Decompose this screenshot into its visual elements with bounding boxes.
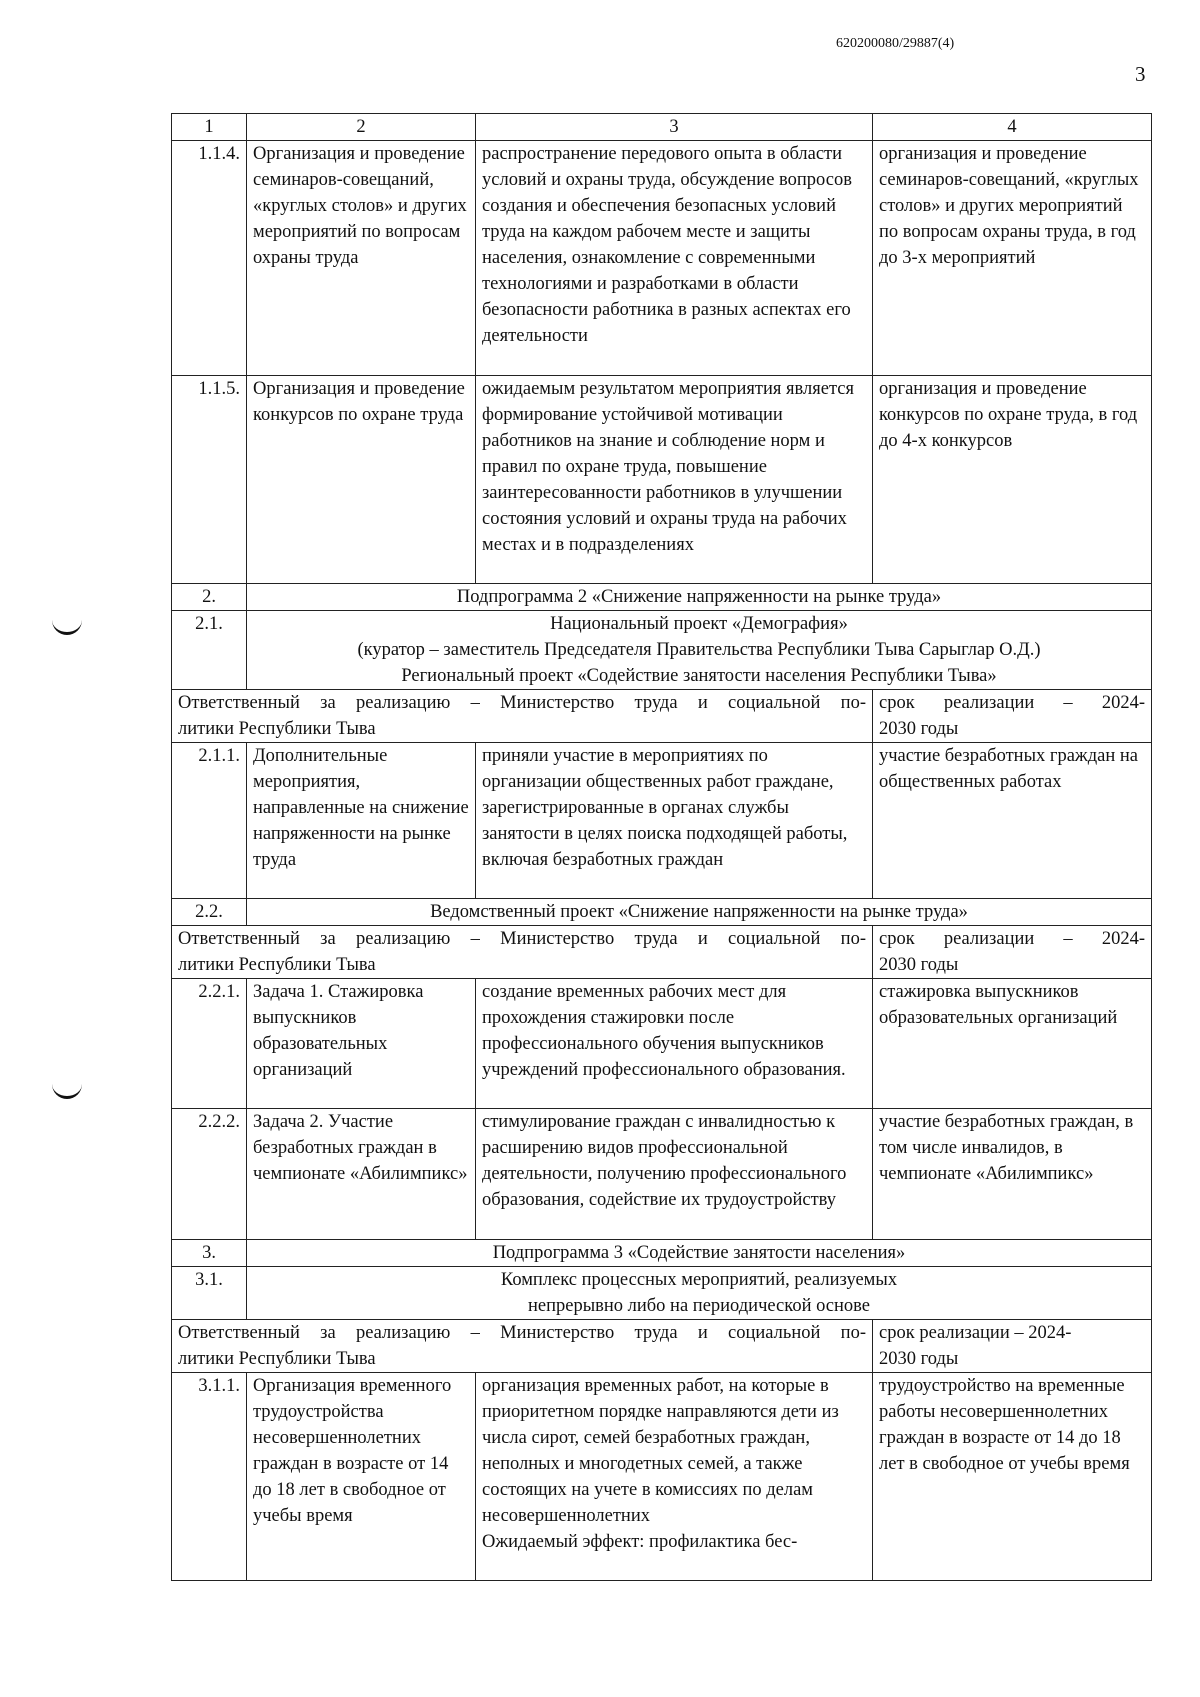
row-number: 3.1.1.: [172, 1373, 247, 1581]
responsible-row: [172, 926, 1152, 979]
page-number: 3: [1135, 62, 1146, 86]
table-row: [172, 1109, 1152, 1240]
row-number: 3.1.: [172, 1267, 247, 1320]
scan-mark-bottom: [52, 1082, 82, 1099]
measure-name: Организация и проведение конкурсов по охране труда: [247, 376, 476, 584]
expected-effect: Ожидаемый эффект: профилактика бес-: [482, 1532, 798, 1552]
responsible-row: [172, 690, 1152, 743]
measure-result: организация и проведение конкурсов по охране труда, в год до 4-х конкурсов: [873, 376, 1152, 584]
table-row: [172, 743, 1152, 899]
measure-name: Задача 1. Стажировка выпускников образовательных организаций: [247, 979, 476, 1109]
row-number: 2.2.: [172, 899, 247, 926]
table-row: [172, 979, 1152, 1109]
row-number: 2.: [172, 584, 247, 611]
measure-description: стимулирование граждан с инвалидностью к расширению видов профессиональной деятельности, получению профессионального образования, содействие их трудоустройству: [476, 1109, 873, 1240]
subprogram-title: Подпрограмма 3 «Содействие занятости населения»: [247, 1240, 1152, 1267]
measure-name: Задача 2. Участие безработных граждан в чемпионате «Абилимпикс»: [247, 1109, 476, 1240]
row-number: 1.1.4.: [172, 141, 247, 376]
row-number: 2.1.: [172, 611, 247, 690]
program-table: [171, 113, 1152, 1581]
responsible-text: Ответственный за реализацию – Министерство труда и социальной по- литики Республики Тыва: [172, 690, 873, 743]
process-complex-title: Комплекс процессных мероприятий, реализуемых непрерывно либо на периодической основе: [247, 1267, 1152, 1320]
responsible-row: [172, 1320, 1152, 1373]
project-row: [172, 611, 1152, 690]
column-number: 4: [873, 114, 1152, 141]
column-number: 3: [476, 114, 873, 141]
project-title-line: Национальный проект «Демография»: [550, 614, 848, 634]
deadline-text: срок реализации – 2024- 2030 годы: [873, 1320, 1152, 1373]
subprogram-row: [172, 584, 1152, 611]
measure-result: трудоустройство на временные работы несовершеннолетних граждан в возрасте от 14 до 18 лет в свободное от учебы время: [873, 1373, 1152, 1581]
measure-name: Организация и проведение семинаров-совещаний, «круглых столов» и других мероприятий по вопросам охраны труда: [247, 141, 476, 376]
document-id: 620200080/29887(4): [836, 36, 955, 51]
process-complex-row: [172, 1267, 1152, 1320]
project-row: [172, 899, 1152, 926]
measure-result: стажировка выпускников образовательных организаций: [873, 979, 1152, 1109]
measure-result: организация и проведение семинаров-совещаний, «круглых столов» и других мероприятий по вопросам охраны труда, в год до 3-х мероприятий: [873, 141, 1152, 376]
column-number: 1: [172, 114, 247, 141]
project-curator-line: (куратор – заместитель Председателя Правительства Республики Тыва Сарыглар О.Д.): [357, 640, 1041, 660]
project-title: Ведомственный проект «Снижение напряженности на рынке труда»: [247, 899, 1152, 926]
row-number: 3.: [172, 1240, 247, 1267]
project-title: [247, 611, 1152, 690]
row-number: 2.2.2.: [172, 1109, 247, 1240]
column-numbers-row: [172, 114, 1152, 141]
responsible-text: Ответственный за реализацию – Министерство труда и социальной по- литики Республики Тыва: [172, 926, 873, 979]
subprogram-row: [172, 1240, 1152, 1267]
responsible-text: Ответственный за реализацию – Министерство труда и социальной по- литики Республики Тыва: [172, 1320, 873, 1373]
table-row: [172, 1373, 1152, 1581]
row-number: 1.1.5.: [172, 376, 247, 584]
table-row: [172, 376, 1152, 584]
subprogram-title: Подпрограмма 2 «Снижение напряженности на рынке труда»: [247, 584, 1152, 611]
deadline-text: срок реализации – 2024- 2030 годы: [873, 926, 1152, 979]
measure-description: организация временных работ, на которые в приоритетном порядке направляются дети из числа сирот, семей безработных граждан, неполных и многодетных семей, а также состоящих на учете в комиссиях по делам несовершеннолетних Ожидаемый эффект: профилактика бес-: [476, 1373, 873, 1581]
column-number: 2: [247, 114, 476, 141]
measure-result: участие безработных граждан, в том числе инвалидов, в чемпионате «Абилимпикс»: [873, 1109, 1152, 1240]
regional-project-line: Региональный проект «Содействие занятости населения Республики Тыва»: [401, 666, 997, 686]
table-row: [172, 141, 1152, 376]
measure-description: ожидаемым результатом мероприятия является формирование устойчивой мотивации работников на знание и соблюдение норм и правил по охране труда, повышение заинтересованности работников в улучшении состояния условий и охраны труда на рабочих местах и в подразделениях: [476, 376, 873, 584]
measure-result: участие безработных граждан на общественных работах: [873, 743, 1152, 899]
row-number: 2.1.1.: [172, 743, 247, 899]
measure-description: создание временных рабочих мест для прохождения стажировки после профессионального обучения выпускников учреждений профессионального образования.: [476, 979, 873, 1109]
measure-name: Дополнительные мероприятия, направленные на снижение напряженности на рынке труда: [247, 743, 476, 899]
deadline-text: срок реализации – 2024- 2030 годы: [873, 690, 1152, 743]
measure-name: Организация временного трудоустройства несовершеннолетних граждан в возрасте от 14 до 18 лет в свободное от учебы время: [247, 1373, 476, 1581]
scan-mark-top: [52, 618, 82, 635]
measure-description: приняли участие в мероприятиях по организации общественных работ граждане, зарегистрированные в органах службы занятости в целях поиска подходящей работы, включая безработных граждан: [476, 743, 873, 899]
row-number: 2.2.1.: [172, 979, 247, 1109]
measure-description: распространение передового опыта в области условий и охраны труда, обсуждение вопросов создания и обеспечения безопасных условий труда на каждом рабочем месте и защиты населения, ознакомление с современными технологиями и разработками в области безопасности работника в разных аспектах его деятельности: [476, 141, 873, 376]
